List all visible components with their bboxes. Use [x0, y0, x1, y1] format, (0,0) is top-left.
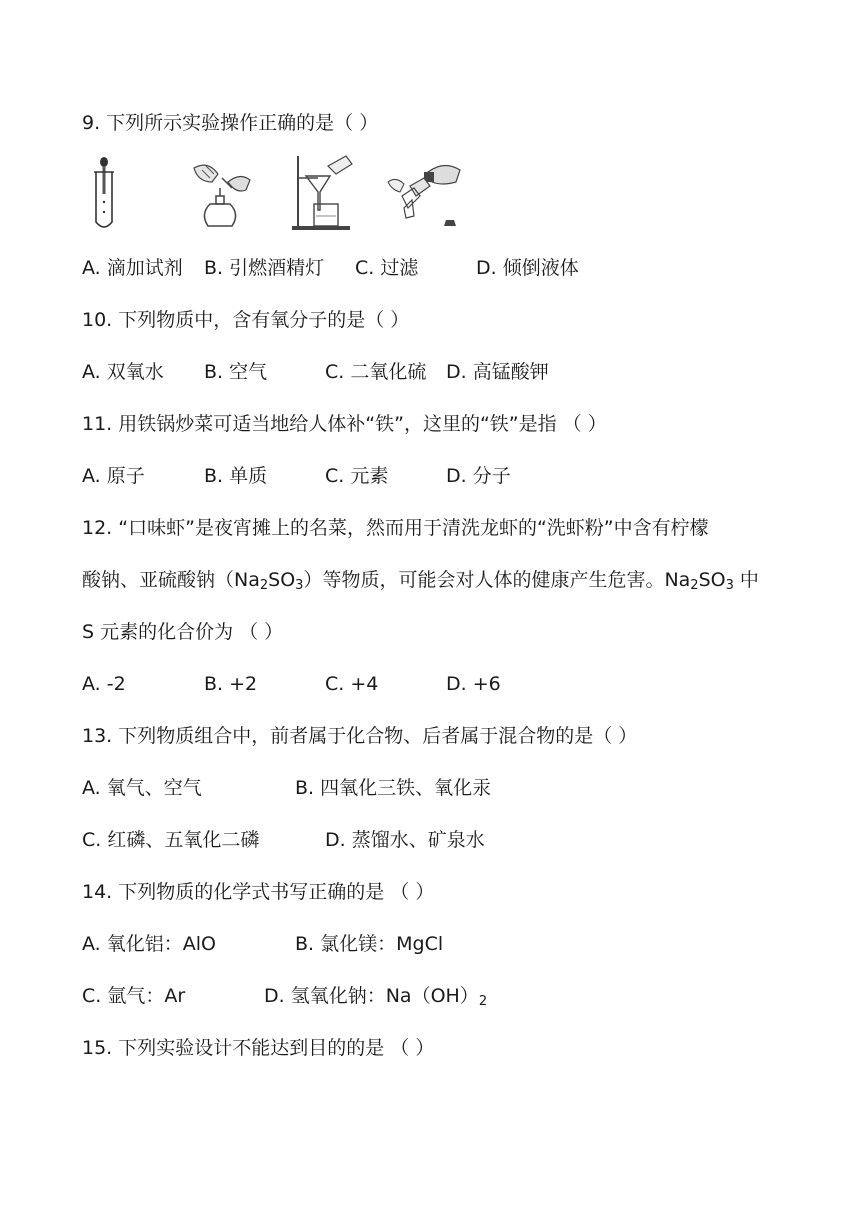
q12-option-d: D. +6 [446, 673, 501, 695]
q12-sub-4: 3 [725, 578, 734, 593]
q12-text-5: 中 [733, 569, 759, 591]
q15-stem: 15. 下列实验设计不能达到目的的是 （ ） [82, 1037, 435, 1059]
q14-stem: 14. 下列物质的化学式书写正确的是 （ ） [82, 881, 435, 903]
q11-option-b: B. 单质 [204, 465, 268, 487]
q14-option-c: C. 氩气：Ar [82, 985, 186, 1007]
q11-option-a: A. 原子 [82, 465, 145, 487]
q10-option-a: A. 双氧水 [82, 361, 164, 383]
q12-option-b: B. +2 [204, 673, 258, 695]
q9-option-d: D. 倾倒液体 [476, 257, 579, 279]
q14-option-d [264, 983, 487, 1009]
q13-option-c: C. 红磷、五氧化二磷 [82, 829, 260, 851]
q12-sub-2: 3 [295, 578, 304, 593]
q12-sub-3: 2 [690, 578, 699, 593]
q11-stem: 11. 用铁锅炒菜可适当地给人体补“铁”，这里的“铁”是指 （ ） [82, 413, 607, 435]
q9-option-b: B. 引燃酒精灯 [204, 257, 325, 279]
q10-option-c: C. 二氧化硫 [325, 361, 427, 383]
filtration-figure [288, 152, 358, 232]
q11-option-d: D. 分子 [446, 465, 511, 487]
q14-option-d-sub: 2 [478, 994, 488, 1009]
q12-sub-1: 2 [259, 578, 269, 593]
q10-stem: 10. 下列物质中，含有氧分子的是（ ） [82, 309, 410, 331]
dropper-test-tube-figure [88, 152, 128, 232]
q10-option-b: B. 空气 [204, 361, 268, 383]
q12-option-c: C. +4 [325, 673, 379, 695]
q13-option-a: A. 氧气、空气 [82, 777, 202, 799]
q14-option-b: B. 氯化镁：MgCl [295, 933, 444, 955]
q12-stem-line-3: S 元素的化合价为 （ ） [82, 621, 284, 643]
q13-option-b: B. 四氧化三铁、氧化汞 [295, 777, 492, 799]
q14-option-d-text: D. 氢氧化钠：Na（OH） [264, 985, 479, 1007]
q14-option-a: A. 氧化铝：AlO [82, 933, 216, 955]
q12-stem-line-1: 12. “口味虾”是夜宵摊上的名菜，然而用于清洗龙虾的“洗虾粉”中含有柠檬 [82, 517, 709, 539]
q9-option-c: C. 过滤 [355, 257, 419, 279]
q9-figures [88, 152, 488, 232]
q12-text-3: ）等物质，可能会对人体的健康产生危害。Na [303, 569, 691, 591]
q9-option-a: A. 滴加试剂 [82, 257, 183, 279]
q9-stem: 9. 下列所示实验操作正确的是（ ） [82, 112, 379, 134]
q12-text-4: SO [698, 569, 726, 591]
q12-option-a: A. -2 [82, 673, 126, 695]
q12-stem-line-2 [82, 567, 759, 593]
q10-option-d: D. 高锰酸钾 [446, 361, 549, 383]
pouring-liquid-figure [384, 152, 474, 232]
q13-option-d: D. 蒸馏水、矿泉水 [325, 829, 485, 851]
q13-stem: 13. 下列物质组合中，前者属于化合物、后者属于混合物的是（ ） [82, 725, 638, 747]
q12-text-2: SO [268, 569, 296, 591]
alcohol-lamp-figure [188, 152, 258, 232]
q12-text-1: 酸钠、亚硫酸钠（Na [82, 569, 260, 591]
q11-option-c: C. 元素 [325, 465, 389, 487]
